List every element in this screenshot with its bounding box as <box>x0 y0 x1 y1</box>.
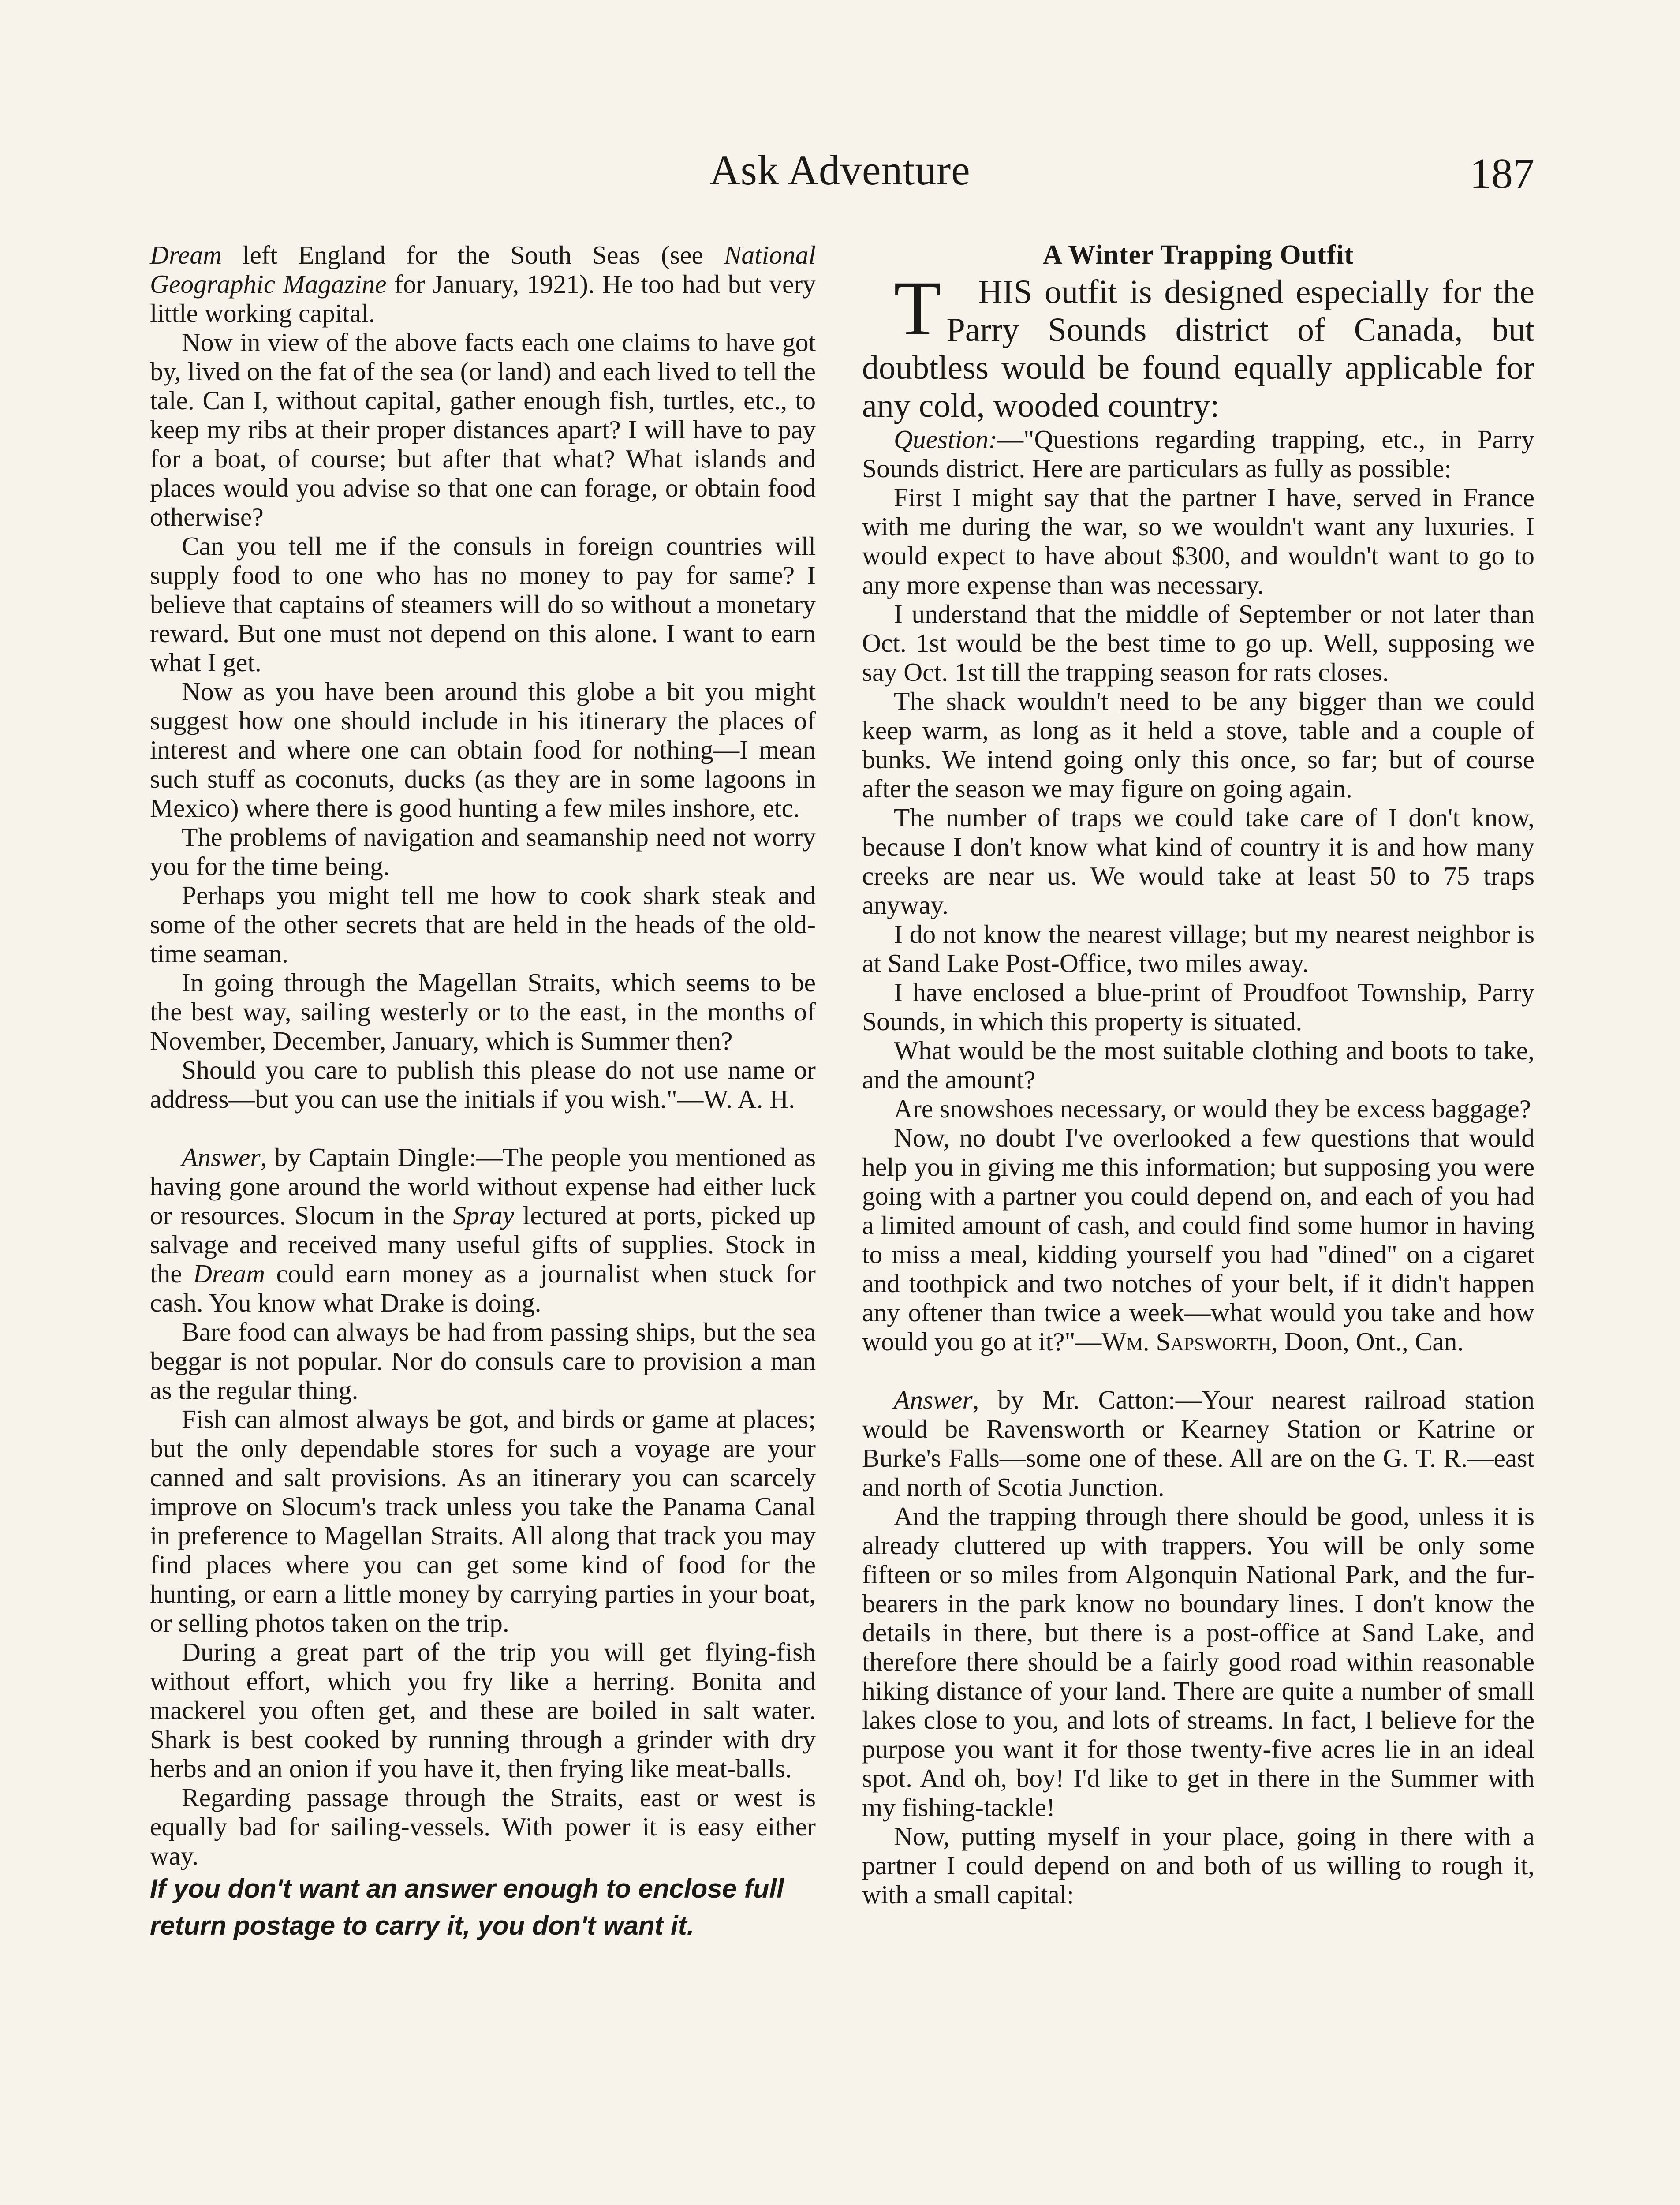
answer-paragraph <box>862 1385 1534 1502</box>
text: , by Captain Dingle:—The people you mentioned as having gone around the world without expense had either luck or resources. Slocum in the <box>150 1143 816 1230</box>
page-number: 187 <box>1470 150 1534 198</box>
lead-paragraph <box>862 265 1534 425</box>
paragraph: Bare food can always be had from passing ships, but the sea beggar is not popular. Nor do consuls care to provision a man as the regular thing. <box>150 1317 816 1405</box>
running-header: Ask Adventure <box>709 146 971 194</box>
question-paragraph <box>862 425 1534 483</box>
text: for January, 1921). He too had but very little working capital. <box>150 269 816 328</box>
paragraph: I have enclosed a blue-print of Proudfoot Township, Parry Sounds, in which this property is situated. <box>862 978 1534 1036</box>
paragraph: First I might say that the partner I have, served in France with me during the war, so we wouldn't want any luxuries. I would expect to have about $300, and wouldn't want to go to any more expense than was necessary. <box>862 483 1534 599</box>
paragraph: In going through the Magellan Straits, which seems to be the best way, sailing westerly or to the east, in the months of November, December, January, which is Summer then? <box>150 968 816 1055</box>
text: Now, no doubt I've overlooked a few questions that would help you in giving me this information; but supposing you were going with a partner you could depend on, and each of you had a limited amount of cash, and could find some humor in having to miss a meal, kidding yourself you had "dined" on a cigaret and toothpick and two notches of your belt, if it didn't happen any oftener than twice a week—what would you take and how would you go at it?"— <box>862 1123 1534 1356</box>
answer-paragraph <box>150 1143 816 1317</box>
text: , by Mr. Catton:—Your nearest railroad station would be Ravensworth or Kearney Station or Katrine or Burke's Falls—some one of these. All are on the G. T. R.—east and north of Scotia Junction. <box>862 1385 1534 1502</box>
paragraph: Now in view of the above facts each one claims to have got by, lived on the fat of the sea (or land) and each lived to tell the tale. Can I, without capital, gather enough fish, turtles, etc., to keep my ribs at their proper distances apart? I will have to pay for a boat, of course; but after that what? What islands and places would you advise so that one can forage, or obtain food otherwise? <box>150 328 816 531</box>
paragraph: Regarding passage through the Straits, east or west is equally bad for sailing-vessels. With power it is easy either way. <box>150 1783 816 1870</box>
paragraph: Perhaps you might tell me how to cook shark steak and some of the other secrets that are held in the heads of the old-time seaman. <box>150 881 816 968</box>
paragraph: During a great part of the trip you will get flying-fish without effort, which you fry like a herring. Bonita and mackerel you often get, and these are boiled in salt water. Shark is best cooked by running through a grinder with dry herbs and an onion if you have it, then frying like meat-balls. <box>150 1637 816 1783</box>
paragraph: Are snowshoes necessary, or would they be excess baggage? <box>894 1094 1531 1123</box>
text: lectured at ports, picked up salvage and received many useful gifts of supplies. Stock in the <box>150 1201 816 1288</box>
right-column <box>862 240 1534 1909</box>
answer-label: Answer <box>894 1385 973 1414</box>
italic-text: Spray <box>453 1201 515 1230</box>
paragraph: Can you tell me if the consuls in foreign countries will supply food to one who has no money to pay for same? I believe that captains of steamers will do so without a monetary reward. But one must not depend on this alone. I want to earn what I get. <box>150 531 816 677</box>
left-column <box>150 240 816 1944</box>
paragraph: Now as you have been around this globe a bit you might suggest how one should include in his itinerary the places of interest and where one can obtain food for nothing—I mean such stuff as coconuts, ducks (as they are in some lagoons in Mexico) where there is good hunting a few miles inshore, etc. <box>150 677 816 822</box>
section-title: A Winter Trapping Outfit <box>1042 240 1354 270</box>
italic-text: National Geographic Magazine <box>150 240 816 299</box>
paragraph: I do not know the nearest village; but my nearest neighbor is at Sand Lake Post-Office, two miles away. <box>862 919 1534 978</box>
paragraph: Should you care to publish this please do not use name or address—but you can use the initials if you wish."—W. A. H. <box>150 1055 816 1114</box>
postage-notice: If you don't want an answer enough to enclose full return postage to carry it, you don't want it. <box>150 1874 784 1940</box>
text: , Doon, Ont., Can. <box>1271 1327 1464 1356</box>
paragraph <box>862 1123 1534 1356</box>
paragraph: The number of traps we could take care of I don't know, because I don't know what kind of country it is and how many creeks are near us. We would take at least 50 to 75 traps anyway. <box>862 803 1534 919</box>
paragraph: The shack wouldn't need to be any bigger than we could keep warm, as long as it held a stove, table and a couple of bunks. We intend going only this once, so far; but of course after the season we may figure on going again. <box>862 687 1534 803</box>
paragraph: Now, putting myself in your place, going in there with a partner I could depend on and both of us willing to rough it, with a small capital: <box>862 1822 1534 1909</box>
drop-cap: T <box>894 265 941 351</box>
paragraph: Fish can almost always be got, and birds or game at places; but the only dependable stores for such a voyage are your canned and salt provisions. As an itinerary you can scarcely improve on Slocum's track unless you take the Panama Canal in preference to Magellan Straits. All along that track you may find places where you can get some kind of food for the hunting, or earn a little money by carrying parties in your boat, or selling photos taken on the trip. <box>150 1405 816 1637</box>
text: HIS outfit is designed especially for the Parry Sounds district of Canada, but doubtless would be found equally applicable for any cold, wooded country: <box>862 273 1534 424</box>
text: left England for the South Seas (see <box>222 240 724 269</box>
question-label: Question: <box>894 425 997 454</box>
paragraph <box>150 240 816 328</box>
paragraph: I understand that the middle of September or not later than Oct. 1st would be the best time to go up. Well, supposing we say Oct. 1st till the trapping season for rats closes. <box>862 599 1534 687</box>
paragraph: And the trapping through there should be good, unless it is already cluttered up with trappers. You will be only some fifteen or so miles from Algonquin National Park, and the fur-bearers in the park know no boundary lines. I don't know the details in there, but there is a post-office at Sand Lake, and therefore there should be a fairly good road within reasonable hiking distance of your land. There are quite a number of small lakes close to you, and lots of streams. In fact, I believe for the purpose you want it for those twenty-five acres lie in an ideal spot. And oh, boy! I'd like to get in there in the Summer with my fishing-tackle! <box>862 1502 1534 1822</box>
text: —"Questions regarding trapping, etc., in Parry Sounds district. Here are particulars as fully as possible: <box>862 425 1534 483</box>
italic-text: Dream <box>193 1259 265 1288</box>
answer-label: Answer <box>182 1143 261 1172</box>
italic-text: Dream <box>150 240 222 269</box>
paragraph: What would be the most suitable clothing and boots to take, and the amount? <box>862 1036 1534 1094</box>
signature: Wm. Sapsworth <box>1101 1327 1272 1356</box>
paragraph: The problems of navigation and seamanship need not worry you for the time being. <box>150 822 816 881</box>
text: could earn money as a journalist when stuck for cash. You know what Drake is doing. <box>150 1259 816 1317</box>
